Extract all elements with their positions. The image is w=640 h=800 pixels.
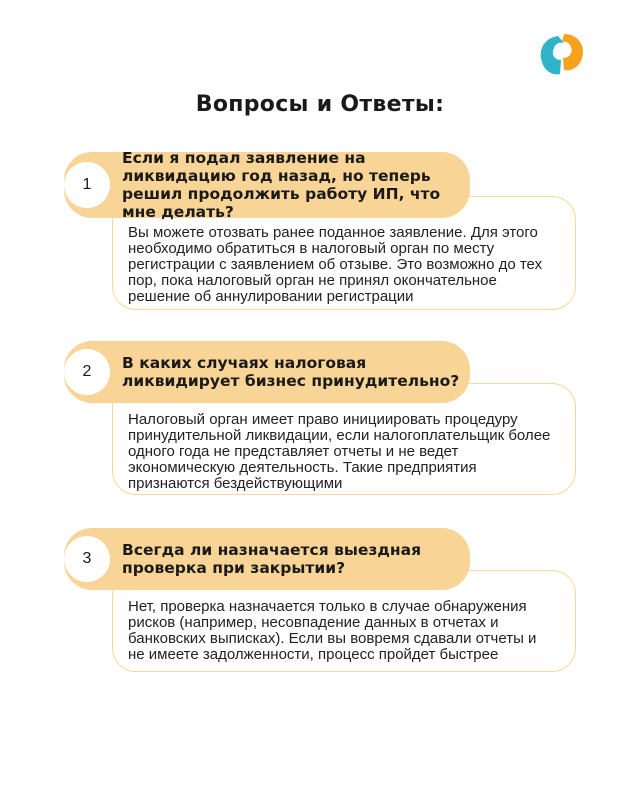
answer-text: Налоговый орган имеет право инициировать процедуру принудительной ликвидации, если налогоплательщик более одного года не представляет отчеты и не ведет экономическую деятельность. Такие предприятия признаются бездействующими — [128, 411, 551, 492]
page-title: Вопросы и Ответы: — [195, 92, 445, 117]
question-box — [64, 528, 470, 590]
number-badge: 2 — [64, 349, 110, 395]
logo-teal-shape — [541, 36, 564, 74]
question-text: Если я подал заявление на ликвидацию год назад, но теперь решил продолжить работу ИП, что мне делать? — [122, 149, 441, 221]
answer-text: Нет, проверка назначается только в случае обнаружения рисков (например, несовпадение данных в отчетах и банковских выписках). Если вы вовремя сдавали отчеты и не имеете задолженности, процесс пройдет быстрее — [128, 598, 537, 663]
number-badge: 1 — [64, 162, 110, 208]
question-box — [64, 341, 470, 403]
logo-orange-shape — [562, 34, 583, 70]
brand-logo-icon — [534, 30, 588, 78]
number-badge: 3 — [64, 536, 110, 582]
question-box — [64, 149, 470, 221]
question-text: В каких случаях налоговая ликвидирует бизнес принудительно? — [122, 354, 460, 390]
question-text: Всегда ли назначается выездная проверка при закрытии? — [122, 541, 422, 577]
answer-text: Вы можете отозвать ранее поданное заявление. Для этого необходимо обратиться в налоговый орган по месту регистрации с заявлением об отзыве. Это возможно до тех пор, пока налоговый орган не принял окончательное решение об аннулировании регистрации — [128, 224, 543, 305]
